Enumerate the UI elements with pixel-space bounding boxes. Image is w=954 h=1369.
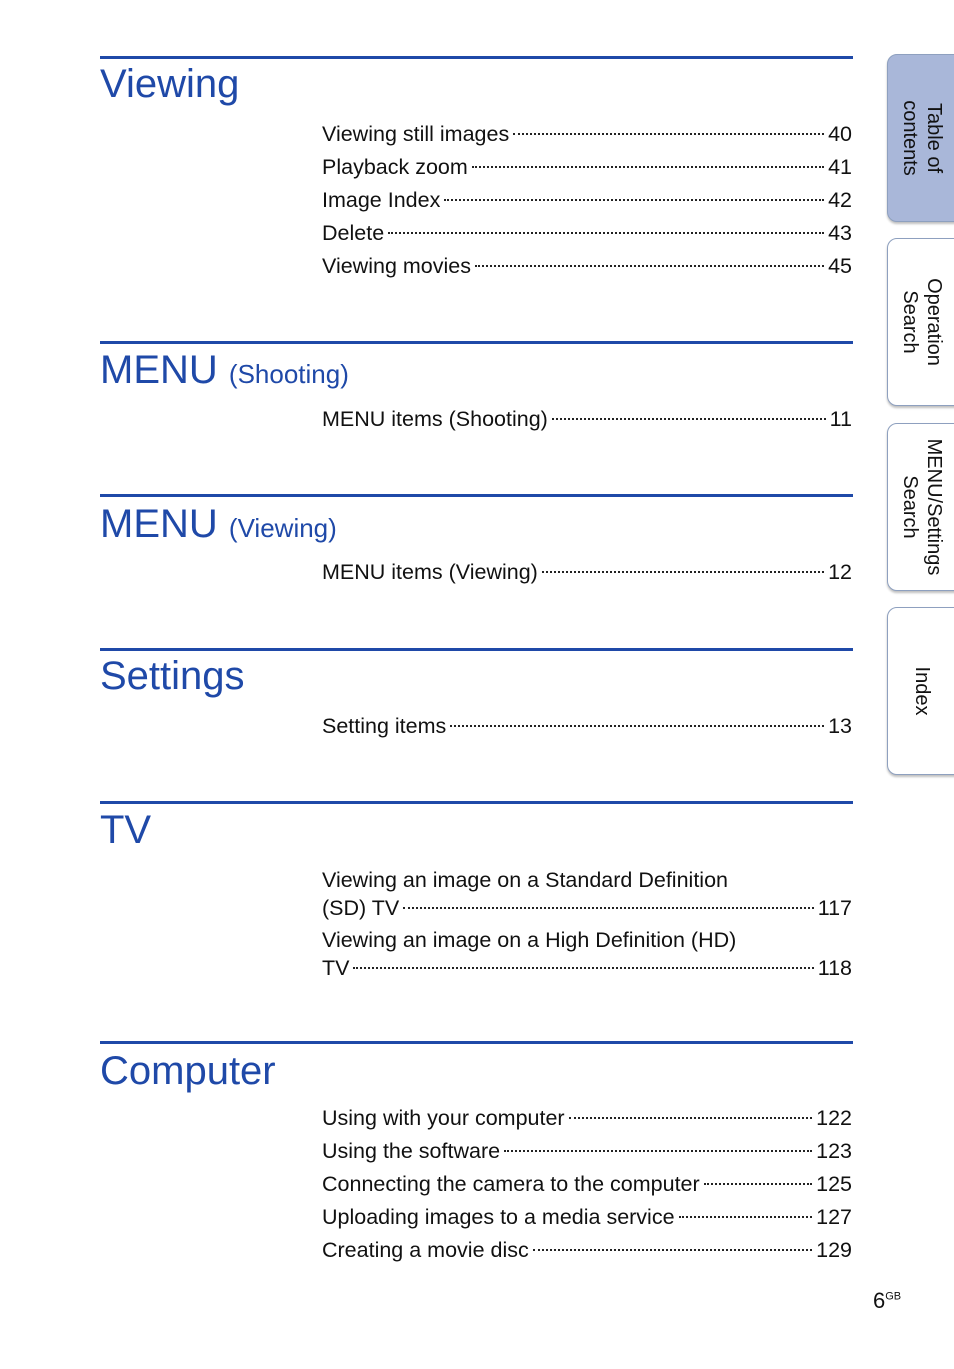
section-subtitle: (Shooting) (228, 359, 349, 389)
leader-dots (679, 1216, 813, 1218)
toc-list-viewing (322, 118, 852, 283)
tab-label (898, 439, 946, 576)
toc-entry-page: 42 (828, 188, 852, 212)
toc-entry-label: Uploading images to a media service (322, 1205, 675, 1229)
toc-entry[interactable] (322, 866, 852, 926)
toc-entry-page: 13 (828, 714, 852, 738)
leader-dots (475, 265, 824, 267)
toc-entry-page: 43 (828, 221, 852, 245)
toc-entry-label: Viewing an image on a High Definition (HD) (322, 928, 737, 952)
toc-entry[interactable] (322, 1234, 852, 1267)
toc-entry-label-cont: TV (322, 956, 350, 980)
leader-dots (513, 133, 824, 135)
toc-entry[interactable] (322, 1201, 852, 1234)
toc-entry-label: Creating a movie disc (322, 1238, 529, 1262)
toc-entry-page: 40 (828, 122, 852, 146)
toc-entry[interactable] (322, 118, 852, 151)
toc-entry-page: 118 (817, 956, 852, 980)
leader-dots (388, 232, 824, 234)
toc-entry[interactable] (322, 250, 852, 283)
toc-entry-label: Image Index (322, 188, 441, 212)
toc-entry-page: 123 (816, 1139, 852, 1163)
section-title-tv (100, 810, 151, 850)
toc-entry-page: 122 (816, 1106, 852, 1130)
tab-label-line1: Table of (923, 102, 945, 174)
section-title-computer (100, 1051, 276, 1091)
section-rule (100, 1041, 853, 1044)
toc-entry-label-cont: (SD) TV (322, 896, 400, 920)
toc-entry-page: 41 (828, 155, 852, 179)
toc-entry-page: 12 (828, 560, 852, 584)
tab-label (910, 667, 934, 716)
tab-label-line2: Search (899, 290, 921, 354)
leader-dots (403, 907, 813, 909)
section-title-text: Computer (100, 1049, 276, 1093)
toc-entry[interactable] (322, 217, 852, 250)
toc-entry-label: MENU items (Viewing) (322, 560, 538, 584)
section-title-text: MENU (100, 348, 218, 392)
toc-entry-label: Setting items (322, 714, 447, 738)
leader-dots (472, 166, 824, 168)
toc-entry[interactable] (322, 1168, 852, 1201)
toc-entry[interactable] (322, 1135, 852, 1168)
tab-label-line1: Operation (923, 278, 945, 366)
tab-menu-settings-search[interactable] (887, 423, 954, 591)
toc-entry[interactable] (322, 926, 852, 986)
toc-entry-label: Using the software (322, 1139, 501, 1163)
tab-index[interactable] (887, 607, 954, 775)
tab-label-line1: MENU/Settings (923, 438, 945, 576)
toc-entry-label: Using with your computer (322, 1106, 565, 1130)
section-rule (100, 56, 853, 59)
section-title-text: Settings (100, 654, 245, 698)
toc-list-settings (322, 710, 852, 743)
toc-entry[interactable] (322, 403, 852, 436)
page-number-value: 6 (873, 1288, 886, 1313)
section-rule (100, 341, 853, 344)
tab-label-line1: Index (911, 666, 933, 716)
section-title-text: TV (100, 808, 152, 852)
section-rule (100, 801, 853, 804)
toc-list-menu-shooting (322, 403, 852, 436)
page-number (873, 1288, 901, 1314)
leader-dots (444, 199, 824, 201)
toc-entry-page: 127 (816, 1205, 852, 1229)
tab-label (898, 278, 946, 366)
toc-entry-label: Viewing an image on a Standard Definition (322, 868, 728, 892)
toc-entry-label: Viewing movies (322, 254, 471, 278)
toc-list-computer (322, 1102, 852, 1267)
section-rule (100, 494, 853, 497)
tab-table-of-contents[interactable] (887, 54, 954, 222)
leader-dots (533, 1249, 812, 1251)
tab-operation-search[interactable] (887, 238, 954, 406)
page-number-suffix: GB (885, 1290, 902, 1303)
toc-entry-page: 11 (829, 407, 852, 431)
leader-dots (552, 418, 826, 420)
tab-label-line2: Search (899, 475, 921, 539)
toc-entry[interactable] (322, 151, 852, 184)
section-rule (100, 648, 853, 651)
toc-entry-page: 45 (828, 254, 852, 278)
leader-dots (569, 1117, 813, 1119)
section-title-menu-shooting (100, 350, 349, 390)
toc-entry[interactable] (322, 1102, 852, 1135)
toc-entry-label: Delete (322, 221, 385, 245)
toc-entry-page: 125 (816, 1172, 852, 1196)
toc-list-menu-viewing (322, 556, 852, 589)
leader-dots (353, 967, 813, 969)
leader-dots (704, 1183, 812, 1185)
leader-dots (542, 571, 824, 573)
toc-entry[interactable] (322, 556, 852, 589)
toc-entry[interactable] (322, 710, 852, 743)
toc-entry[interactable] (322, 184, 852, 217)
toc-entry-label: MENU items (Shooting) (322, 407, 548, 431)
section-title-viewing (100, 64, 239, 104)
toc-list-tv (322, 866, 852, 986)
toc-entry-page: 129 (816, 1238, 852, 1262)
leader-dots (450, 725, 824, 727)
toc-entry-page: 117 (817, 896, 852, 920)
section-subtitle: (Viewing) (228, 513, 337, 543)
section-title-text: Viewing (100, 62, 240, 106)
tab-label (898, 100, 946, 176)
toc-entry-label: Playback zoom (322, 155, 468, 179)
tab-label-line2: contents (899, 100, 921, 176)
toc-entry-label: Viewing still images (322, 122, 510, 146)
section-title-menu-viewing (100, 504, 337, 544)
toc-entry-label: Connecting the camera to the computer (322, 1172, 700, 1196)
section-title-settings (100, 656, 245, 696)
leader-dots (504, 1150, 812, 1152)
section-title-text: MENU (100, 502, 218, 546)
